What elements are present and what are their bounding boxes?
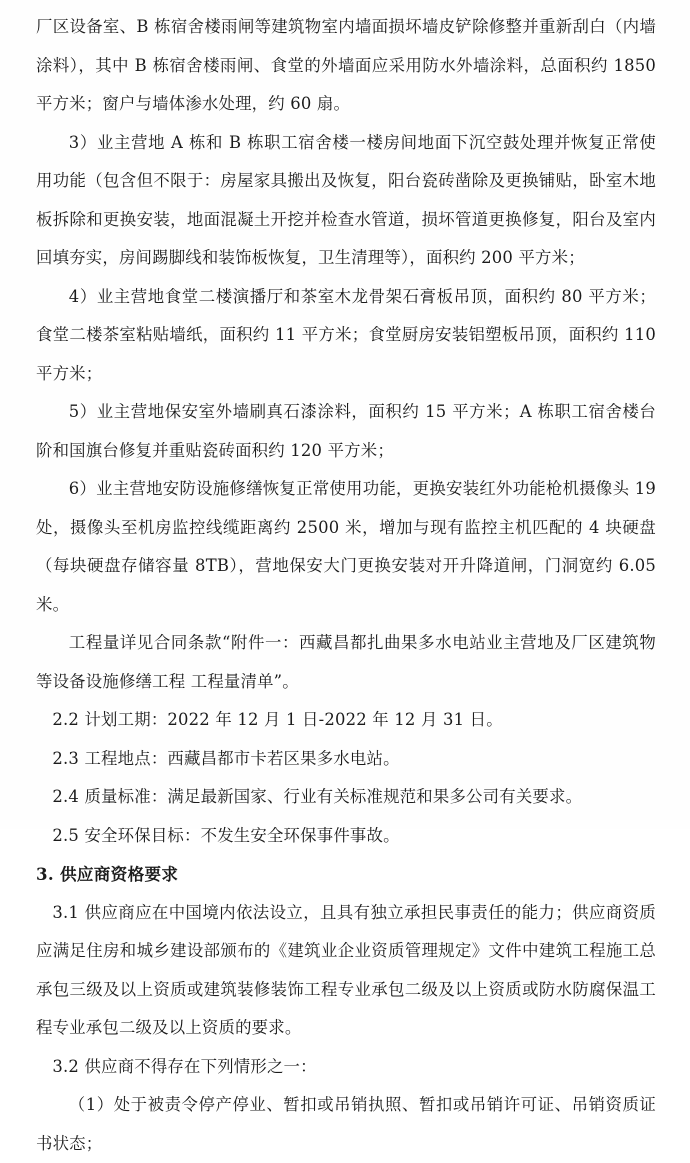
paragraph-3-2-item-1: （1）处于被责令停产停业、暂扣或吊销执照、暂扣或吊销许可证、吊销资质证书状态； <box>36 1095 656 1153</box>
paragraph-3-1-qualification: 3.1 供应商应在中国境内依法设立，且具有独立承担民事责任的能力；供应商资质应满足住房和城乡建设部颁布的《建筑业企业资质管理规定》文件中建筑工程施工总承包三级及以上资质或建筑装修装饰工程专业承包二级及以上资质或防水防腐保温工程专业承包二级及以上资质的要求。 <box>36 902 656 1037</box>
paragraph-2-2-schedule: 2.2 计划工期：2022 年 12 月 1 日-2022 年 12 月 31 日。 <box>52 710 503 729</box>
paragraph-item-3: 3）业主营地 A 栋和 B 栋职工宿舍楼一楼房间地面下沉空鼓处理并恢复正常使用功能（包含但不限于：房屋家具搬出及恢复，阳台瓷砖凿除及更换铺贴，卧室木地板拆除和更换安装，地面混凝土开挖并检查水管道，损坏管道更换修复，阳台及室内回填夯实，房间踢脚线和装饰板恢复，卫生清理等），面积约 200 平方米； <box>36 132 656 267</box>
paragraph-3-2-prohibitions: 3.2 供应商不得存在下列情形之一： <box>52 1056 317 1076</box>
section-heading-supplier-qualification: 3. 供应商资格要求 <box>36 864 179 884</box>
paragraph-item-5: 5）业主营地保安室外墙刷真石漆涂料，面积约 15 平方米；A 栋职工宿舍楼台阶和国旗台修复并重贴瓷砖面积约 120 平方米； <box>36 402 656 460</box>
paragraph-item-4: 4）业主营地食堂二楼演播厅和茶室木龙骨架石膏板吊顶，面积约 80 平方米；食堂二楼茶室粘贴墙纸，面积约 11 平方米；食堂厨房安装铝塑板吊顶，面积约 110 平方米； <box>36 286 656 383</box>
paragraph-item-6: 6）业主营地安防设施修缮恢复正常使用功能，更换安装红外功能枪机摄像头 19 处，摄像头至机房监控线缆距离约 2500 米，增加与现有监控主机匹配的 4 块硬盘（每块硬盘存储容量 8TB），营地保安大门更换安装对开升降道闸，门洞宽约 6.05 米。 <box>36 479 656 614</box>
paragraph-repair-scope-continued: 厂区设备室、B 栋宿舍楼雨闸等建筑物室内墙面损坏墙皮铲除修整并重新刮白（内墙涂料），其中 B 栋宿舍楼雨闸、食堂的外墙面应采用防水外墙涂料，总面积约 1850 平方米；窗户与墙体渗水处理，约 60 扇。 <box>36 17 656 113</box>
paragraph-contract-attachment-reference: 工程量详见合同条款“附件一：西藏昌都扎曲果多水电站业主营地及厂区建筑物等设备设施修缮工程 工程量清单”。 <box>36 633 656 691</box>
paragraph-2-5-safety: 2.5 安全环保目标：不发生安全环保事件事故。 <box>52 825 400 845</box>
paragraph-2-3-location: 2.3 工程地点：西藏昌都市卡若区果多水电站。 <box>52 748 400 768</box>
paragraph-2-4-quality: 2.4 质量标准：满足最新国家、行业有关标准规范和果多公司有关要求。 <box>52 787 583 806</box>
